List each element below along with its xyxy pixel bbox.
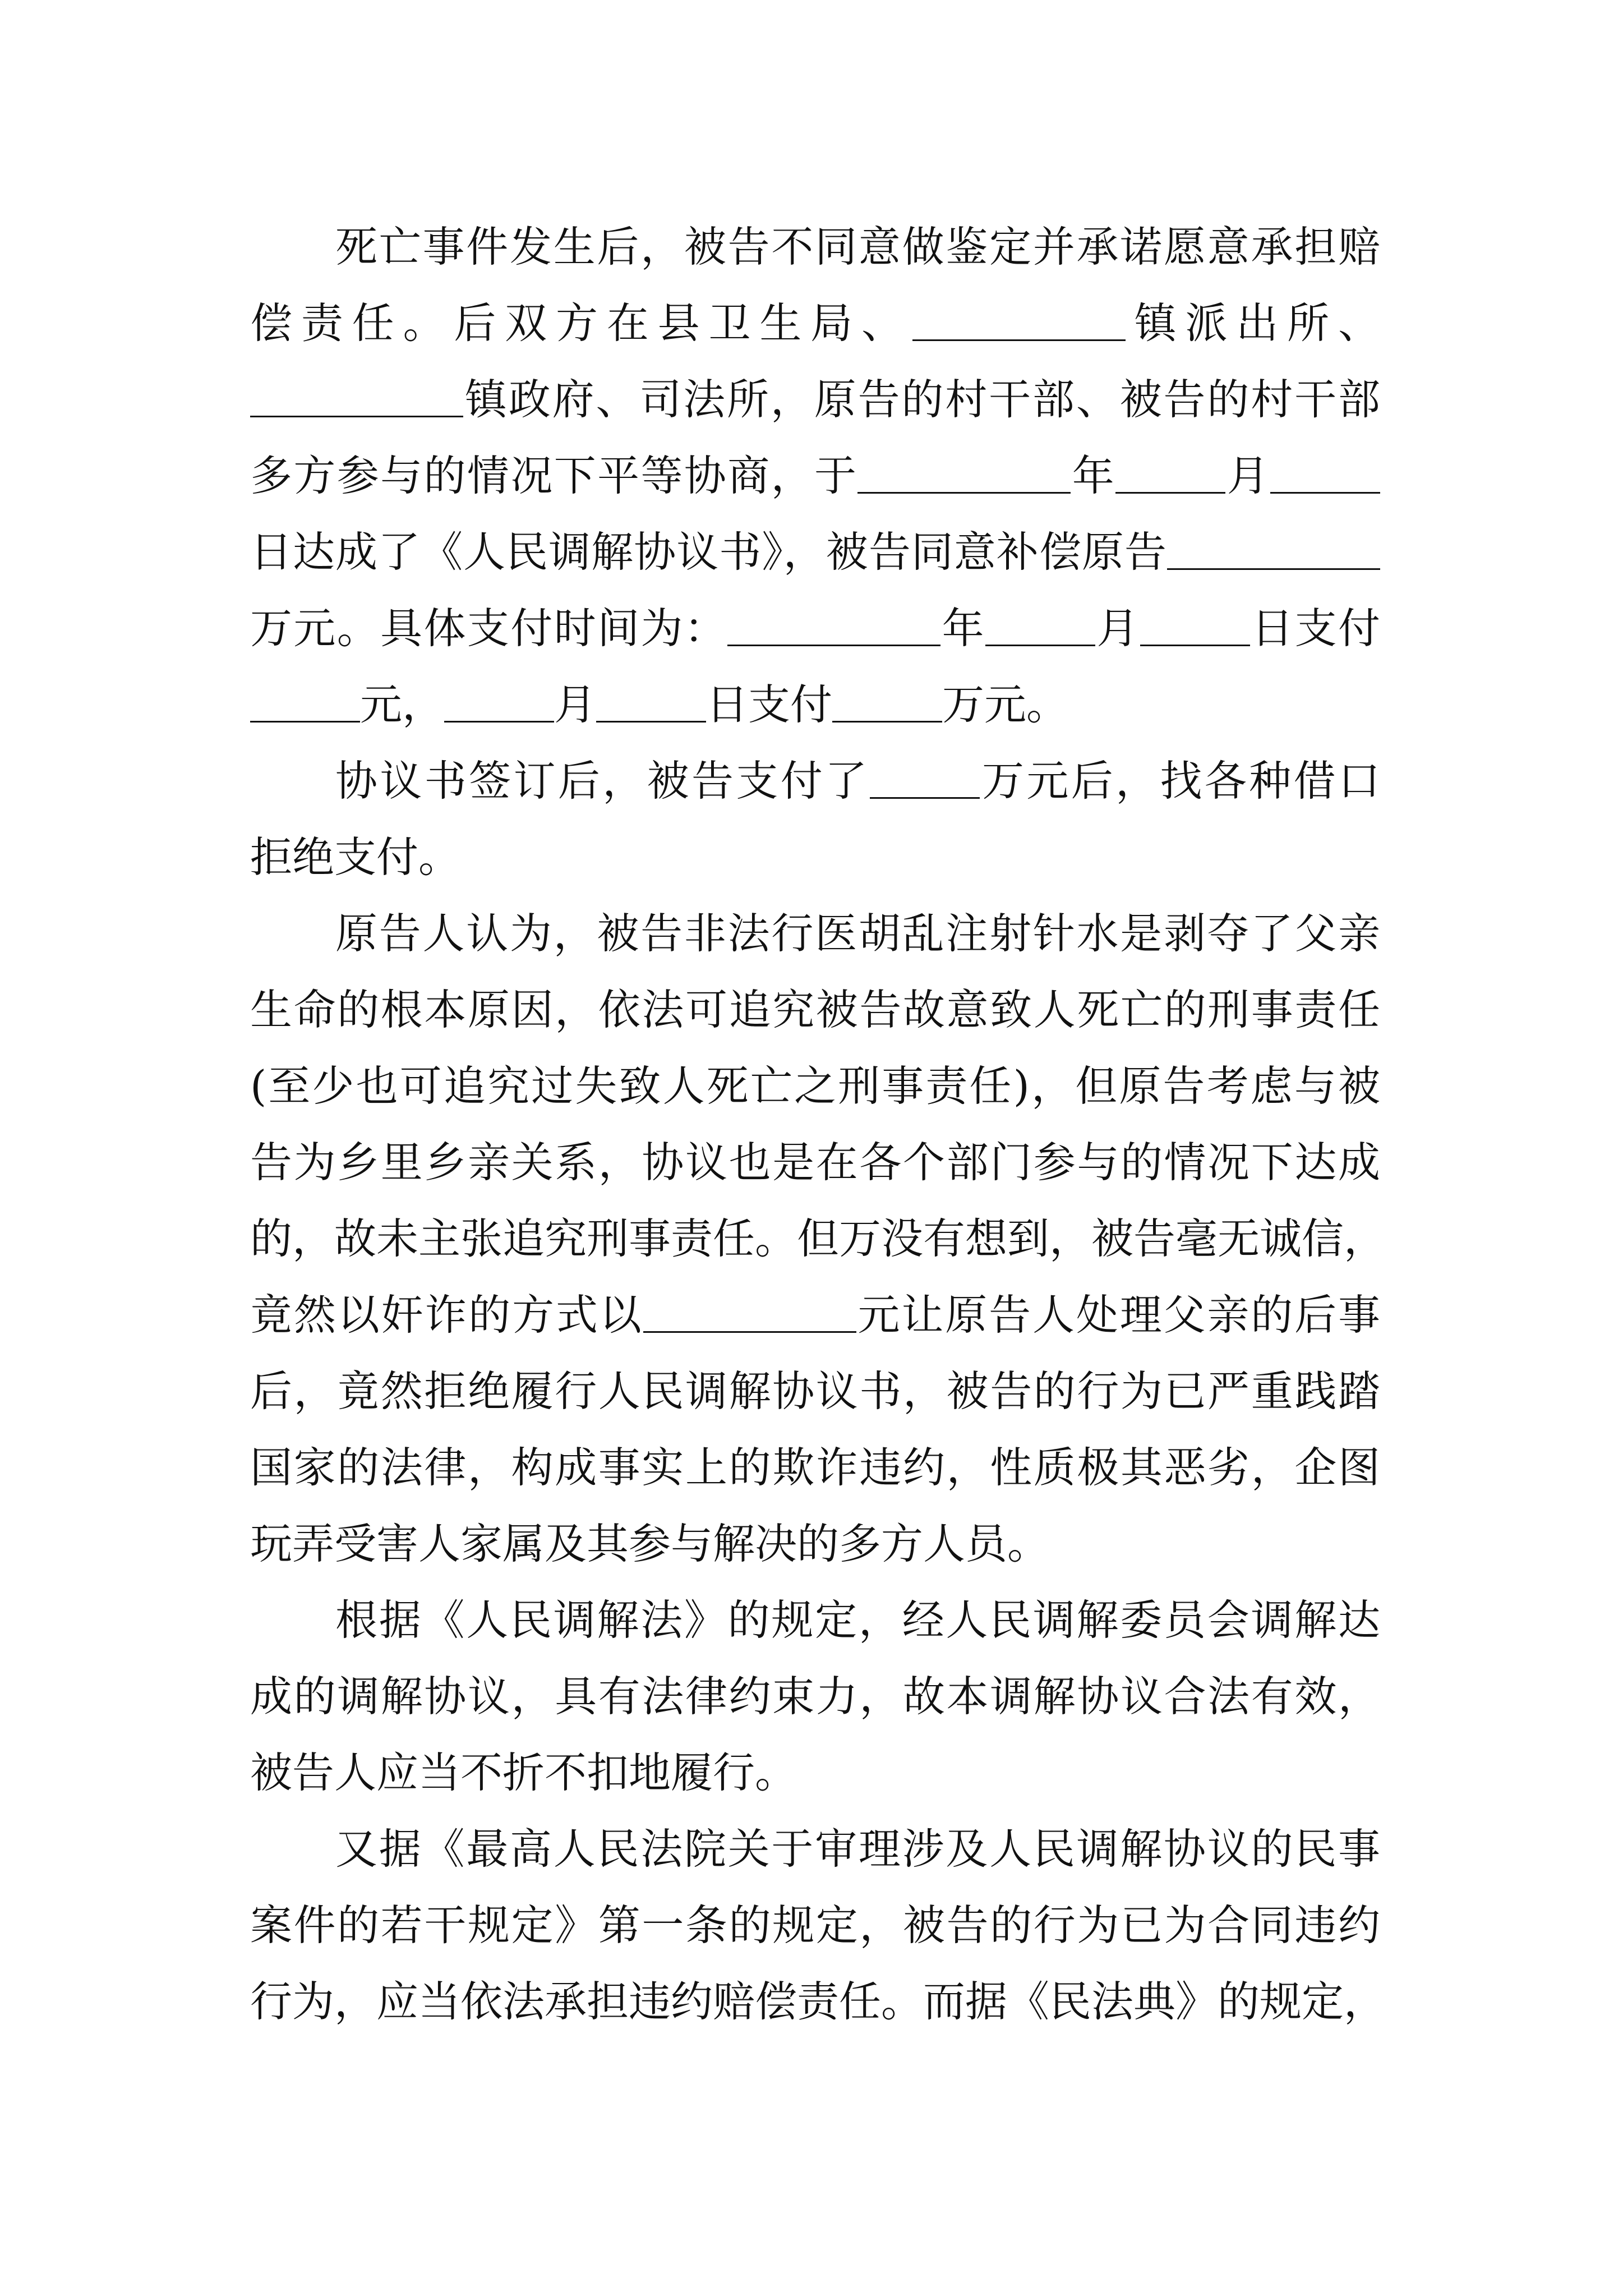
text-run: 国家的法律，构成事实上的欺诈违约，性质极其恶劣，企图 [250, 1443, 1380, 1492]
text-run: (至少也可追究过失致人死亡之刑事责任)，但原告考虑与被 [250, 1061, 1380, 1111]
paragraph-3-line-2 [250, 970, 1380, 1049]
text-run: 生命的根本原因，依法可追究被告故意致人死亡的刑事责任 [250, 985, 1380, 1034]
fill-blank [250, 682, 360, 723]
paragraph-5-line-2 [250, 1886, 1380, 1964]
text-run: 多方参与的情况下平等协商，于 [250, 451, 858, 500]
paragraph-3-line-4 [250, 1123, 1380, 1202]
text-run: 月 [1095, 604, 1140, 653]
fill-blank [444, 682, 554, 723]
paragraph-3-line-6 [250, 1276, 1380, 1354]
text-run: 原告人认为，被告非法行医胡乱注射针水是剥夺了父亲 [335, 909, 1380, 958]
text-run: 万元后，找各种借口 [979, 756, 1380, 806]
paragraph-4-line-1 [250, 1581, 1380, 1659]
text-run: 被告人应当不折不扣地履行。 [250, 1748, 797, 1797]
text-run: 年 [1071, 451, 1116, 500]
text-run: 元让原告人处理父亲的后事 [856, 1290, 1380, 1340]
text-run: 竟然以奸诈的方式以 [250, 1290, 643, 1340]
text-run: 协议书签订后，被告支付了 [335, 756, 870, 806]
paragraph-4-line-2 [250, 1657, 1380, 1736]
fill-blank [857, 453, 1071, 494]
text-run: 告为乡里乡亲关系，协议也是在各个部门参与的情况下达成 [250, 1138, 1380, 1187]
paragraph-5-line-3 [250, 1962, 1386, 2041]
text-run: 镇政府、司法所，原告的村干部、被告的村干部 [463, 375, 1380, 424]
text-run: 月 [1225, 451, 1270, 500]
paragraph-1-line-2 [250, 284, 1380, 362]
fill-blank [1115, 453, 1225, 494]
fill-blank [250, 376, 463, 417]
text-run: 偿责任。后双方在县卫生局、 [250, 298, 912, 348]
paragraph-1-line-5 [250, 513, 1380, 591]
fill-blank [643, 1292, 856, 1333]
fill-blank [1140, 605, 1250, 646]
text-run: 镇派出所、 [1125, 298, 1380, 348]
paragraph-2-line-2 [250, 818, 460, 896]
paragraph-1-line-6 [250, 589, 1380, 668]
text-run: 万元。具体支付时间为： [250, 604, 728, 653]
paragraph-3-line-8 [250, 1428, 1380, 1507]
text-run: 案件的若干规定》第一条的规定，被告的行为已为合同违约 [250, 1901, 1380, 1950]
text-run: 日支付 [706, 680, 833, 729]
text-run: 后，竟然拒绝履行人民调解协议书，被告的行为已严重践踏 [250, 1366, 1380, 1416]
text-run: 元， [360, 680, 445, 729]
fill-blank [727, 605, 940, 646]
text-run: 年 [940, 604, 986, 653]
paragraph-1-line-7 [250, 665, 1068, 744]
text-run: 日达成了《人民调解协议书》，被告同意补偿原告 [250, 527, 1167, 577]
fill-blank [1270, 453, 1380, 494]
paragraph-3-line-9 [250, 1504, 1049, 1583]
fill-blank [832, 682, 942, 723]
fill-blank [1167, 529, 1380, 570]
text-run: 拒绝支付。 [250, 832, 461, 882]
paragraph-4-line-3 [250, 1733, 797, 1812]
text-run: 的，故未主张追究刑事责任。但万没有想到，被告毫无诚信， [250, 1214, 1386, 1263]
text-run: 死亡事件发生后，被告不同意做鉴定并承诺愿意承担赔 [335, 222, 1380, 272]
fill-blank [912, 300, 1126, 341]
text-run: 行为，应当依法承担违约赔偿责任。而据《民法典》的规定， [250, 1977, 1386, 2026]
fill-blank [985, 605, 1095, 646]
text-run: 日支付 [1249, 604, 1380, 653]
paragraph-3-line-1 [250, 894, 1380, 973]
paragraph-1-line-4 [250, 436, 1380, 515]
paragraph-3-line-5 [250, 1199, 1386, 1278]
fill-blank [596, 682, 706, 723]
paragraph-5-line-1 [250, 1810, 1380, 1888]
text-run: 又据《最高人民法院关于审理涉及人民调解协议的民事 [335, 1824, 1380, 1874]
text-run: 玩弄受害人家属及其参与解决的多方人员。 [250, 1519, 1050, 1568]
paragraph-1-line-1 [250, 208, 1380, 286]
fill-blank [870, 758, 980, 799]
paragraph-2-line-1 [250, 742, 1380, 820]
paragraph-3-line-3 [250, 1047, 1380, 1125]
text-run: 月 [554, 680, 597, 729]
paragraph-1-line-3 [250, 360, 1380, 439]
text-run: 万元。 [942, 680, 1069, 729]
text-run: 根据《人民调解法》的规定，经人民调解委员会调解达 [335, 1595, 1380, 1645]
text-run: 成的调解协议，具有法律约束力，故本调解协议合法有效， [250, 1672, 1380, 1721]
paragraph-3-line-7 [250, 1352, 1380, 1430]
